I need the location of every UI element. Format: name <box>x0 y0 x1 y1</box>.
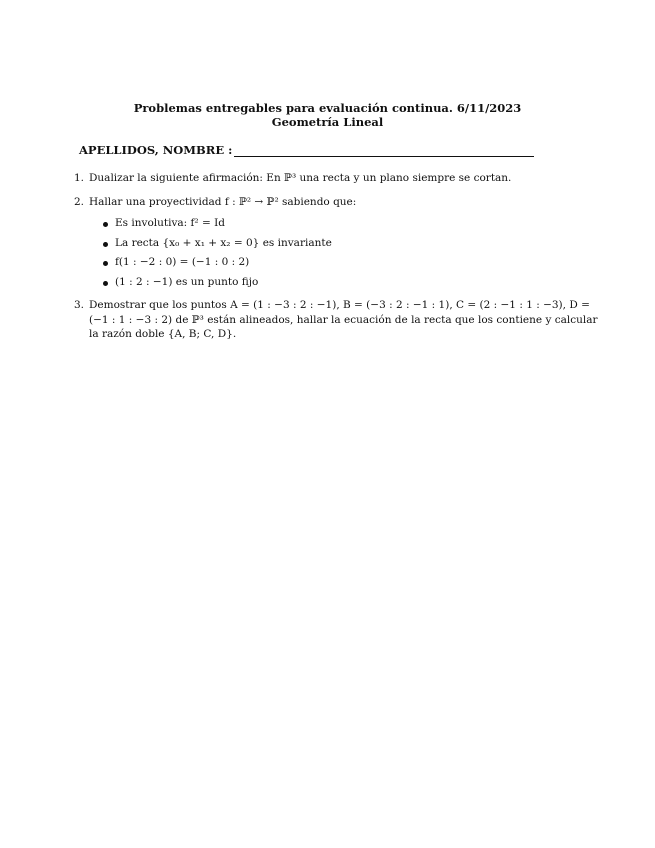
bullet-icon <box>103 222 108 227</box>
name-field <box>79 143 534 157</box>
condition-list <box>103 217 332 295</box>
list-item <box>103 276 332 296</box>
page-title: Problemas entregables para evaluación continua. 6/11/2023 <box>133 101 522 115</box>
problem-number: 3. <box>74 299 85 311</box>
problem-2 <box>74 195 599 210</box>
name-blank-line <box>234 146 534 157</box>
condition-text: (1 : 2 : −1) es un punto fijo <box>115 275 259 288</box>
condition-text: Es involutiva: f² = Id <box>115 217 225 229</box>
bullet-icon <box>103 261 108 266</box>
name-label: APELLIDOS, NOMBRE : <box>79 143 233 157</box>
page-subtitle: Geometría Lineal <box>271 115 384 129</box>
problem-text: Hallar una proyectividad f : ℙ² → ℙ² sabiendo que: <box>89 196 357 208</box>
bullet-icon <box>103 242 108 247</box>
problem-number: 1. <box>74 172 85 184</box>
list-item <box>103 237 332 257</box>
problem-1 <box>74 171 599 186</box>
header <box>0 101 655 129</box>
problem-number: 2. <box>74 196 85 208</box>
problem-3 <box>74 298 599 342</box>
bullet-icon <box>103 281 108 286</box>
problem-text: Demostrar que los puntos A = (1 : −3 : 2 : −1), B = (−3 : 2 : −1 : 1), C = (2 : −1 : 1 : −3), D = (−1 : 1 : −3 : 2) de ℙ³ están alineados, hallar la ecuación de la recta que los contiene y calcular la razón doble {A, B; C, D}. <box>89 299 598 340</box>
condition-text: La recta {x₀ + x₁ + x₂ = 0} es invariante <box>115 236 332 249</box>
list-item <box>103 256 332 276</box>
problem-text: Dualizar la siguiente afirmación: En ℙ³ una recta y un plano siempre se cortan. <box>89 172 512 184</box>
condition-text: f(1 : −2 : 0) = (−1 : 0 : 2) <box>115 256 250 268</box>
list-item <box>103 217 332 237</box>
